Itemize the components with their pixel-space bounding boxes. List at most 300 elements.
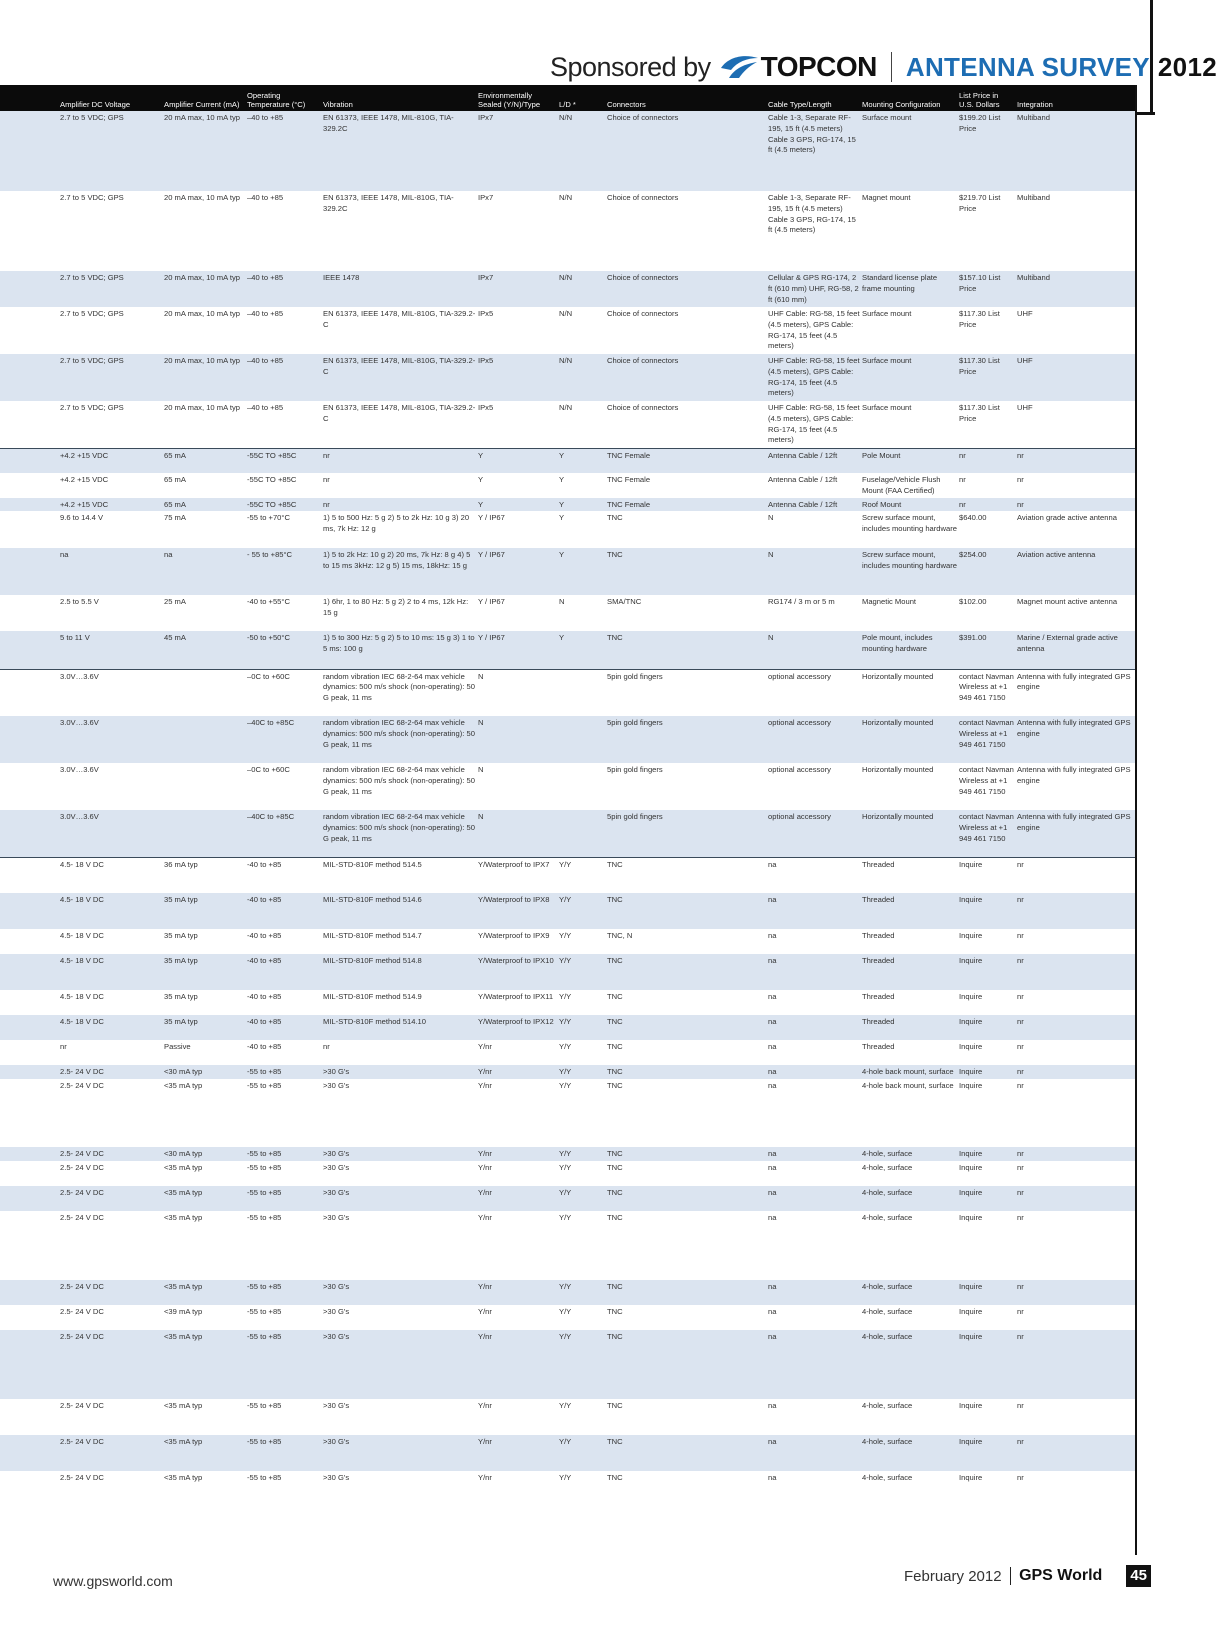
table-cell: Y/Y — [559, 1401, 572, 1410]
table-cell: 1) 6hr, 1 to 80 Hz: 5 g 2) 2 to 4 ms, 12k Hz: 15 g — [323, 597, 469, 617]
page-corner-rule — [1135, 112, 1155, 115]
table-cell: 35 mA typ — [164, 992, 198, 1001]
table-cell: IPx5 — [478, 309, 494, 318]
table-row — [0, 354, 1135, 401]
table-cell: nr — [1017, 1307, 1024, 1316]
row-spacer — [0, 929, 60, 954]
table-cell: Passive — [164, 1042, 191, 1051]
table-cell: Y — [559, 498, 607, 511]
table-cell: Magnet mount — [862, 193, 911, 202]
table-cell: Y/nr — [478, 1163, 492, 1172]
table-row — [0, 1065, 1135, 1079]
table-row — [0, 1330, 1135, 1399]
table-cell: MIL-STD-810F method 514.7 — [323, 931, 422, 940]
table-cell: >30 G's — [323, 1213, 350, 1222]
table-cell: Antenna with fully integrated GPS engine — [1017, 810, 1135, 857]
table-cell: Multiband — [1017, 111, 1135, 191]
table-cell: TNC — [607, 631, 768, 669]
table-cell: na — [768, 1280, 862, 1305]
table-cell: Choice of connectors — [607, 403, 679, 412]
table-cell: random vibration IEC 68-2-64 max vehicle dynamics: 500 m/s shock (non-operating): 50 G peak, 11 ms — [323, 669, 478, 716]
table-cell: Y — [559, 631, 607, 669]
table-cell: nr — [959, 498, 1017, 511]
table-cell: TNC — [607, 954, 768, 990]
table-cell: MIL-STD-810F method 514.8 — [323, 954, 478, 990]
table-cell: N — [768, 548, 862, 595]
table-cell: Y/nr — [478, 1307, 492, 1316]
table-cell: Y/Waterproof to IPX9 — [478, 931, 550, 940]
table-cell: Antenna Cable / 12ft — [768, 498, 862, 511]
table-cell: $102.00 — [959, 597, 987, 606]
table-row — [0, 1435, 1135, 1471]
table-cell: >30 G's — [323, 1081, 350, 1090]
table-cell: MIL-STD-810F method 514.9 — [323, 992, 422, 1001]
table-cell: Aviation active antenna — [1017, 548, 1135, 595]
column-header: Integration — [1017, 85, 1135, 111]
survey-name: ANTENNA SURVEY — [905, 51, 1150, 82]
table-cell: -55 to +85 — [247, 1401, 282, 1410]
table-cell: -55 to +85 — [247, 1213, 282, 1222]
table-cell: Y/Y — [559, 857, 607, 893]
table-cell: Y/Y — [559, 954, 607, 990]
row-spacer — [0, 1399, 60, 1435]
table-cell: nr — [60, 1042, 67, 1051]
table-cell: Y/Y — [559, 1163, 572, 1172]
table-cell: +4.2 +15 VDC — [60, 498, 164, 511]
table-cell: Surface mount — [862, 309, 912, 318]
table-cell: 3.0V…3.6V — [60, 765, 99, 774]
table-cell: TNC — [607, 513, 623, 522]
table-cell: –40 to +85 — [247, 309, 284, 318]
table-cell: N — [559, 597, 565, 606]
table-cell: random vibration IEC 68-2-64 max vehicle dynamics: 500 m/s shock (non-operating): 50 G peak, 11 ms — [323, 810, 478, 857]
row-spacer — [0, 1305, 60, 1330]
table-cell: Y/nr — [478, 1081, 492, 1090]
table-cell: -40 to +85 — [247, 954, 323, 990]
table-cell: 35 mA typ — [164, 893, 247, 929]
table-cell: Y/Y — [559, 1186, 607, 1211]
row-spacer — [0, 354, 60, 401]
table-cell: >30 G's — [323, 1280, 478, 1305]
table-cell: EN 61373, IEEE 1478, MIL-810G, TIA-329.2-C — [323, 354, 478, 401]
table-cell: -40 to +85 — [247, 1042, 282, 1051]
table-cell: Surface mount — [862, 403, 912, 412]
table-cell: Y/Waterproof to IPX10 — [478, 954, 559, 990]
table-cell: Inquire — [959, 1081, 983, 1090]
table-cell: -40 to +85 — [247, 893, 323, 929]
table-cell: Y/Y — [559, 1147, 607, 1161]
table-cell: <35 mA typ — [164, 1163, 203, 1172]
table-cell: Inquire — [959, 1015, 1017, 1040]
table-cell: 4-hole, surface — [862, 1473, 913, 1482]
table-cell: Y / IP67 — [478, 631, 559, 669]
table-cell: nr — [1017, 448, 1135, 473]
table-cell: 20 mA max, 10 mA typ — [164, 271, 247, 307]
table-cell: Y / IP67 — [478, 548, 559, 595]
row-spacer — [0, 1330, 60, 1399]
table-cell: -40 to +85 — [247, 857, 323, 893]
table-cell: 5pin gold fingers — [607, 716, 768, 763]
table-cell: na — [60, 548, 164, 595]
table-cell: Horizontally mounted — [862, 669, 959, 716]
table-cell: IPx5 — [478, 403, 494, 412]
table-cell: <35 mA typ — [164, 1280, 247, 1305]
table-cell: Y/Y — [559, 1473, 572, 1482]
table-cell: IPx7 — [478, 193, 494, 202]
table-cell: $391.00 — [959, 631, 1017, 669]
table-row — [0, 595, 1135, 631]
table-cell: Y/Waterproof to IPX11 — [478, 992, 554, 1001]
table-cell: Y/nr — [478, 1330, 559, 1399]
table-cell: 2.5- 24 V DC — [60, 1065, 164, 1079]
table-cell: EN 61373, IEEE 1478, MIL-810G, TIA-329.2-C — [323, 403, 476, 423]
table-cell: na — [768, 1163, 777, 1172]
table-row — [0, 498, 1135, 511]
table-row — [0, 307, 1135, 354]
table-cell: contact Navman Wireless at +1 949 461 7150 — [959, 765, 1014, 796]
table-header-row — [0, 85, 1135, 111]
table-cell: 4-hole back mount, surface — [862, 1081, 954, 1090]
table-cell: UHF Cable: RG-58, 15 feet (4.5 meters), GPS Cable: RG-174, 15 feet (4.5 meters) — [768, 354, 862, 401]
table-cell: N — [478, 716, 559, 763]
row-spacer — [0, 669, 60, 716]
row-spacer — [0, 1065, 60, 1079]
table-row — [0, 1186, 1135, 1211]
table-cell: UHF Cable: RG-58, 15 feet (4.5 meters), GPS Cable: RG-174, 15 feet (4.5 meters) — [768, 309, 860, 351]
table-cell: 4.5- 18 V DC — [60, 931, 104, 940]
table-cell: –40 to +85 — [247, 193, 284, 202]
table-cell: 2.5 to 5.5 V — [60, 597, 99, 606]
table-cell: +4.2 +15 VDC — [60, 475, 109, 484]
row-spacer — [0, 1040, 60, 1065]
table-cell: Screw surface mount, includes mounting hardware — [862, 548, 959, 595]
table-cell: Y/Y — [559, 1280, 607, 1305]
table-cell: 5pin gold fingers — [607, 765, 663, 774]
row-spacer — [0, 631, 60, 669]
row-spacer — [0, 1079, 60, 1147]
table-cell: Aviation grade active antenna — [1017, 513, 1117, 522]
table-cell: 3.0V…3.6V — [60, 810, 164, 857]
row-spacer — [0, 548, 60, 595]
table-row — [0, 448, 1135, 473]
row-spacer — [0, 1435, 60, 1471]
table-cell: TNC — [607, 1147, 768, 1161]
table-cell: TNC Female — [607, 448, 768, 473]
table-cell: 2.7 to 5 VDC; GPS — [60, 354, 164, 401]
row-spacer — [0, 857, 60, 893]
table-row — [0, 191, 1135, 271]
table-cell: Surface mount — [862, 354, 959, 401]
table-cell: Y/Y — [559, 893, 607, 929]
table-cell: Inquire — [959, 992, 983, 1001]
table-cell: Threaded — [862, 992, 895, 1001]
table-cell: <35 mA typ — [164, 1473, 203, 1482]
row-spacer — [0, 473, 60, 498]
table-cell: >30 G's — [323, 1186, 478, 1211]
table-cell: random vibration IEC 68-2-64 max vehicle dynamics: 500 m/s shock (non-operating): 50 G peak, 11 ms — [323, 765, 475, 796]
table-cell: <35 mA typ — [164, 1330, 247, 1399]
row-spacer — [0, 954, 60, 990]
table-row — [0, 271, 1135, 307]
table-cell: Multiband — [1017, 193, 1050, 202]
table-cell: TNC — [607, 1401, 623, 1410]
table-cell: >30 G's — [323, 1435, 478, 1471]
table-cell: -55 to +85 — [247, 1435, 323, 1471]
table-cell: Y/nr — [478, 1042, 492, 1051]
table-cell: N/N — [559, 309, 573, 318]
table-cell: 2.5- 24 V DC — [60, 1280, 164, 1305]
table-cell: optional accessory — [768, 810, 862, 857]
table-cell: -55 to +85 — [247, 1065, 323, 1079]
table-cell: Marine / External grade active antenna — [1017, 631, 1135, 669]
table-cell: 20 mA max, 10 mA typ — [164, 309, 240, 318]
table-cell: Y/Y — [559, 1081, 572, 1090]
table-cell: 25 mA — [164, 597, 186, 606]
column-header: Connectors — [607, 85, 768, 111]
table-cell: 20 mA max, 10 mA typ — [164, 193, 240, 202]
table-cell: Antenna Cable / 12ft — [768, 475, 838, 484]
table-cell: nr — [323, 448, 478, 473]
table-cell: 4-hole, surface — [862, 1213, 913, 1222]
table-cell: TNC — [607, 1213, 623, 1222]
table-cell: Surface mount — [862, 111, 959, 191]
table-cell: Multiband — [1017, 271, 1135, 307]
table-row — [0, 893, 1135, 929]
table-body — [0, 111, 1135, 1505]
table-cell: Choice of connectors — [607, 271, 768, 307]
table-cell: Y/Y — [559, 1213, 572, 1222]
table-cell: $219.70 List Price — [959, 193, 1001, 213]
column-header: L/D * — [559, 85, 607, 111]
table-cell: Y/Waterproof to IPX7 — [478, 857, 559, 893]
table-cell: <35 mA typ — [164, 1213, 203, 1222]
table-cell: Standard license plate frame mounting — [862, 271, 959, 307]
table-cell: N — [768, 513, 774, 522]
table-cell: Threaded — [862, 931, 895, 940]
table-cell: 4-hole, surface — [862, 1401, 913, 1410]
table-cell: Y — [559, 548, 607, 595]
table-cell: -40 to +85 — [247, 992, 282, 1001]
table-cell: EN 61373, IEEE 1478, MIL-810G, TIA-329.2C — [323, 193, 454, 213]
table-cell: -40 to +85 — [247, 1015, 323, 1040]
table-cell: TNC — [607, 1081, 623, 1090]
footer-divider — [1010, 1567, 1012, 1585]
table-cell: Y/nr — [478, 1065, 559, 1079]
table-cell — [164, 716, 247, 763]
table-cell: -55C TO +85C — [247, 475, 297, 484]
table-cell: 1) 5 to 500 Hz: 5 g 2) 5 to 2k Hz: 10 g 3) 20 ms, 7k Hz: 12 g — [323, 513, 470, 533]
table-cell: 35 mA typ — [164, 954, 247, 990]
table-cell: 36 mA typ — [164, 857, 247, 893]
table-cell: 35 mA typ — [164, 1015, 247, 1040]
table-cell: >30 G's — [323, 1163, 350, 1172]
table-right-rule — [1135, 85, 1137, 1555]
table-cell: N — [478, 810, 559, 857]
table-cell: TNC — [607, 1042, 623, 1051]
row-spacer — [0, 763, 60, 810]
table-cell: 35 mA typ — [164, 931, 198, 940]
table-cell: -55 to +85 — [247, 1163, 282, 1172]
table-cell: Y/Y — [559, 1435, 607, 1471]
table-cell: Inquire — [959, 1065, 1017, 1079]
table-cell: Inquire — [959, 1186, 1017, 1211]
table-cell: Inquire — [959, 893, 1017, 929]
row-spacer — [0, 810, 60, 857]
table-row — [0, 810, 1135, 857]
table-cell: 65 mA — [164, 498, 247, 511]
table-cell: Threaded — [862, 857, 959, 893]
table-cell: $254.00 — [959, 548, 1017, 595]
antenna-spec-table — [0, 85, 1135, 1505]
table-cell: -55 to +85 — [247, 1307, 282, 1316]
table-cell: na — [768, 1186, 862, 1211]
table-row — [0, 1280, 1135, 1305]
table-cell: 2.7 to 5 VDC; GPS — [60, 111, 164, 191]
table-cell — [559, 763, 607, 810]
table-cell — [559, 716, 607, 763]
table-cell: 2.5- 24 V DC — [60, 1473, 104, 1482]
row-spacer — [0, 111, 60, 191]
table-cell: SMA/TNC — [607, 597, 642, 606]
table-cell: RG174 / 3 m or 5 m — [768, 597, 835, 606]
table-cell — [559, 669, 607, 716]
table-cell: Inquire — [959, 1435, 1017, 1471]
table-cell: optional accessory — [768, 669, 862, 716]
row-spacer — [0, 1147, 60, 1161]
row-spacer — [0, 1161, 60, 1186]
table-cell: >30 G's — [323, 1307, 350, 1316]
table-cell: 20 mA max, 10 mA typ — [164, 111, 247, 191]
table-cell: Y/nr — [478, 1186, 559, 1211]
table-cell: na — [768, 1473, 777, 1482]
table-cell: >30 G's — [323, 1401, 350, 1410]
table-cell: $157.10 List Price — [959, 271, 1017, 307]
table-cell: Y/Y — [559, 931, 572, 940]
table-cell: N/N — [559, 193, 573, 202]
table-cell: 4-hole, surface — [862, 1163, 913, 1172]
table-cell: 2.5- 24 V DC — [60, 1213, 104, 1222]
table-cell: Y/Y — [559, 1065, 607, 1079]
table-row — [0, 669, 1135, 716]
table-cell: –40C to +85C — [247, 810, 323, 857]
table-cell: random vibration IEC 68-2-64 max vehicle dynamics: 500 m/s shock (non-operating): 50 G peak, 11 ms — [323, 716, 478, 763]
table-cell: UHF — [1017, 354, 1135, 401]
table-cell: N/N — [559, 403, 573, 412]
table-cell — [559, 810, 607, 857]
table-row — [0, 1079, 1135, 1147]
table-cell: nr — [1017, 1330, 1135, 1399]
table-cell: -55C TO +85C — [247, 498, 323, 511]
topcon-swoosh-icon — [719, 54, 759, 80]
table-cell: $117.30 List Price — [959, 403, 1000, 423]
row-spacer — [0, 498, 60, 511]
table-cell: TNC — [607, 1307, 623, 1316]
table-cell: 4-hole, surface — [862, 1435, 959, 1471]
table-cell: nr — [1017, 1065, 1135, 1079]
table-cell: nr — [1017, 1147, 1135, 1161]
footer-magazine: GPS World — [1019, 1567, 1103, 1584]
table-cell: $117.30 List Price — [959, 309, 1000, 329]
table-cell: 2.5- 24 V DC — [60, 1307, 104, 1316]
table-cell: na — [768, 1081, 777, 1090]
row-spacer — [0, 448, 60, 473]
table-cell: <39 mA typ — [164, 1307, 203, 1316]
table-cell: TNC — [607, 1473, 623, 1482]
table-cell: 5pin gold fingers — [607, 810, 768, 857]
table-cell: TNC — [607, 1435, 768, 1471]
table-cell: Inquire — [959, 1473, 983, 1482]
table-cell: Y/nr — [478, 1213, 492, 1222]
table-cell: -50 to +50°C — [247, 631, 323, 669]
table-cell: EN 61373, IEEE 1478, MIL-810G, TIA-329.2-C — [323, 309, 476, 329]
table-cell: na — [768, 893, 862, 929]
row-spacer — [0, 716, 60, 763]
table-cell: Y/Waterproof to IPX12 — [478, 1015, 559, 1040]
column-header: Amplifier DC Voltage — [60, 85, 164, 111]
table-cell: -55 to +85 — [247, 1330, 323, 1399]
table-cell: nr — [1017, 1081, 1024, 1090]
header-spacer — [0, 85, 60, 111]
column-header: Environmentally Sealed (Y/N)/Type — [478, 85, 559, 111]
table-cell: Antenna with fully integrated GPS engine — [1017, 669, 1135, 716]
table-cell: nr — [1017, 893, 1135, 929]
column-header: Cable Type/Length — [768, 85, 862, 111]
table-row — [0, 1147, 1135, 1161]
table-row — [0, 1305, 1135, 1330]
table-cell: na — [768, 1213, 777, 1222]
table-cell: na — [768, 1435, 862, 1471]
table-cell: na — [768, 1065, 862, 1079]
table-cell: 2.7 to 5 VDC; GPS — [60, 309, 124, 318]
table-cell: 4-hole back mount, surface — [862, 1065, 959, 1079]
table-cell: N — [478, 669, 559, 716]
table-cell: -55 to +85 — [247, 1186, 323, 1211]
row-spacer — [0, 1211, 60, 1280]
table-cell: na — [768, 857, 862, 893]
table-cell: TNC — [607, 893, 768, 929]
table-cell: na — [768, 1307, 777, 1316]
table-cell: na — [768, 1330, 862, 1399]
table-cell: -40 to +55°C — [247, 597, 290, 606]
table-row — [0, 473, 1135, 498]
table-cell: Roof Mount — [862, 498, 959, 511]
table-cell: Y — [478, 448, 559, 473]
table-cell: nr — [323, 475, 330, 484]
footer-url: www.gpsworld.com — [53, 1573, 173, 1589]
table-row — [0, 1399, 1135, 1435]
table-cell: <35 mA typ — [164, 1081, 203, 1090]
table-cell: Threaded — [862, 1015, 959, 1040]
table-cell: na — [768, 1147, 862, 1161]
table-cell: IPx7 — [478, 271, 559, 307]
table-row — [0, 1040, 1135, 1065]
table-cell: TNC — [607, 1280, 768, 1305]
table-cell: <30 mA typ — [164, 1065, 247, 1079]
column-header: List Price in U.S. Dollars — [959, 85, 1017, 111]
table-cell: Choice of connectors — [607, 193, 679, 202]
table-cell: 2.5- 24 V DC — [60, 1435, 164, 1471]
table-cell: TNC — [607, 1015, 768, 1040]
table-cell: Y / IP67 — [478, 513, 505, 522]
table-cell: Y/Y — [559, 1015, 607, 1040]
table-row — [0, 1211, 1135, 1280]
table-cell: +4.2 +15 VDC — [60, 448, 164, 473]
table-cell: Inquire — [959, 1163, 983, 1172]
table-cell: na — [768, 992, 777, 1001]
table-row — [0, 1015, 1135, 1040]
topcon-logo — [719, 51, 877, 83]
row-spacer — [0, 893, 60, 929]
